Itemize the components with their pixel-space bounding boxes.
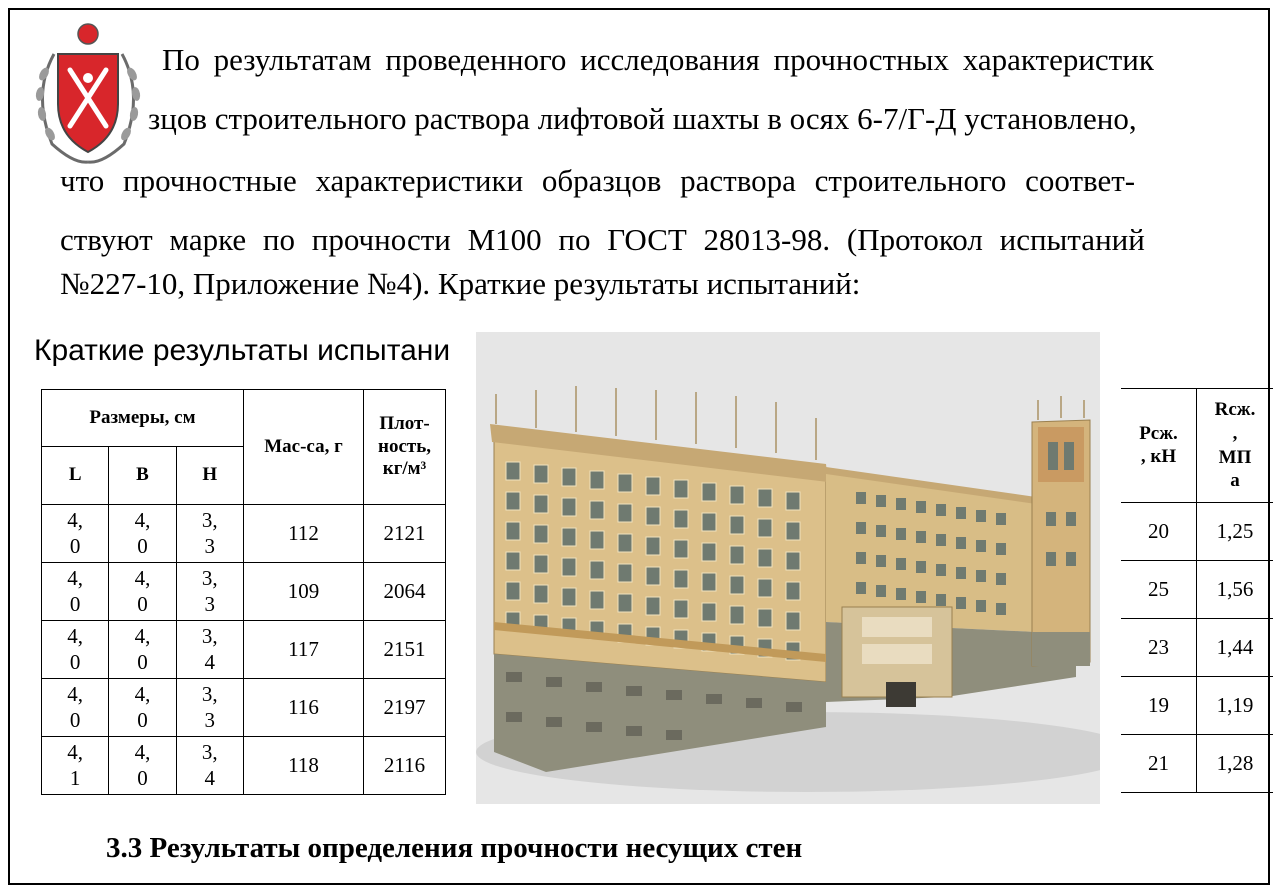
- cell-B: 4, 0: [109, 679, 176, 737]
- cell-B: 4, 0: [109, 621, 176, 679]
- cell-load: 21: [1121, 735, 1197, 793]
- table-row: [42, 679, 446, 737]
- cell-mass: 109: [243, 563, 363, 621]
- cell-L: 4, 0: [42, 621, 109, 679]
- table-row: [1121, 735, 1273, 793]
- cell-L: 4, 1: [42, 737, 109, 795]
- cell-H: 3, 4: [176, 737, 243, 795]
- header-load: Рсж. , кН: [1121, 389, 1197, 503]
- paragraph-line-3: что прочностные характеристики образцов раствора строительного соответ-: [60, 163, 1136, 198]
- cell-strength: 1,28: [1197, 735, 1274, 793]
- cell-L: 4, 0: [42, 679, 109, 737]
- left-results-table: [41, 389, 446, 795]
- cell-B: 4, 0: [109, 737, 176, 795]
- cell-B: 4, 0: [109, 505, 176, 563]
- cell-density: 2116: [364, 737, 446, 795]
- cell-density: 2151: [364, 621, 446, 679]
- paragraph-line-5: №227-10, Приложение №4). Краткие результаты испытаний:: [60, 266, 861, 301]
- cell-H: 3, 3: [176, 679, 243, 737]
- cell-mass: 117: [243, 621, 363, 679]
- cell-strength: 1,19: [1197, 677, 1274, 735]
- cell-load: 19: [1121, 677, 1197, 735]
- cell-H: 3, 3: [176, 505, 243, 563]
- header-L: L: [42, 447, 109, 505]
- building-photo: [476, 332, 1100, 804]
- cell-B: 4, 0: [109, 563, 176, 621]
- cell-mass: 118: [243, 737, 363, 795]
- table-row: [1121, 677, 1273, 735]
- header-B: B: [109, 447, 176, 505]
- section-heading: 3.3 Результаты определения прочности несущих стен: [106, 832, 803, 864]
- table-row: [1121, 503, 1273, 561]
- cell-mass: 112: [243, 505, 363, 563]
- cell-strength: 1,44: [1197, 619, 1274, 677]
- header-dimensions: Размеры, см: [42, 390, 244, 447]
- header-H: H: [176, 447, 243, 505]
- table-row: [1121, 561, 1273, 619]
- cell-density: 2197: [364, 679, 446, 737]
- right-results-table: [1121, 388, 1273, 793]
- cell-density: 2064: [364, 563, 446, 621]
- table-row: [42, 737, 446, 795]
- cell-mass: 116: [243, 679, 363, 737]
- paragraph-line-2: зцов строительного раствора лифтовой шахты в осях 6-7/Г-Д установлено,: [148, 101, 1137, 136]
- cell-load: 23: [1121, 619, 1197, 677]
- cell-L: 4, 0: [42, 563, 109, 621]
- header-mass: Мас-са, г: [243, 390, 363, 505]
- cell-H: 3, 3: [176, 563, 243, 621]
- table-row: [42, 505, 446, 563]
- table-row: [1121, 619, 1273, 677]
- cell-load: 20: [1121, 503, 1197, 561]
- table-caption: Краткие результаты испытани: [34, 334, 451, 367]
- table-row: [42, 563, 446, 621]
- cell-H: 3, 4: [176, 621, 243, 679]
- paragraph-line-1: По результатам проведенного исследования прочностных характеристик: [162, 42, 1154, 77]
- header-strength: Rсж. , МП а: [1197, 389, 1274, 503]
- cell-L: 4, 0: [42, 505, 109, 563]
- emblem-logo: [24, 14, 152, 166]
- cell-density: 2121: [364, 505, 446, 563]
- cell-strength: 1,25: [1197, 503, 1274, 561]
- cell-load: 25: [1121, 561, 1197, 619]
- cell-strength: 1,56: [1197, 561, 1274, 619]
- header-density: Плот-ность, кг/м³: [364, 390, 446, 505]
- paragraph-line-4: ствуют марке по прочности М100 по ГОСТ 28013-98. (Протокол испытаний: [60, 222, 1145, 257]
- table-row: [42, 621, 446, 679]
